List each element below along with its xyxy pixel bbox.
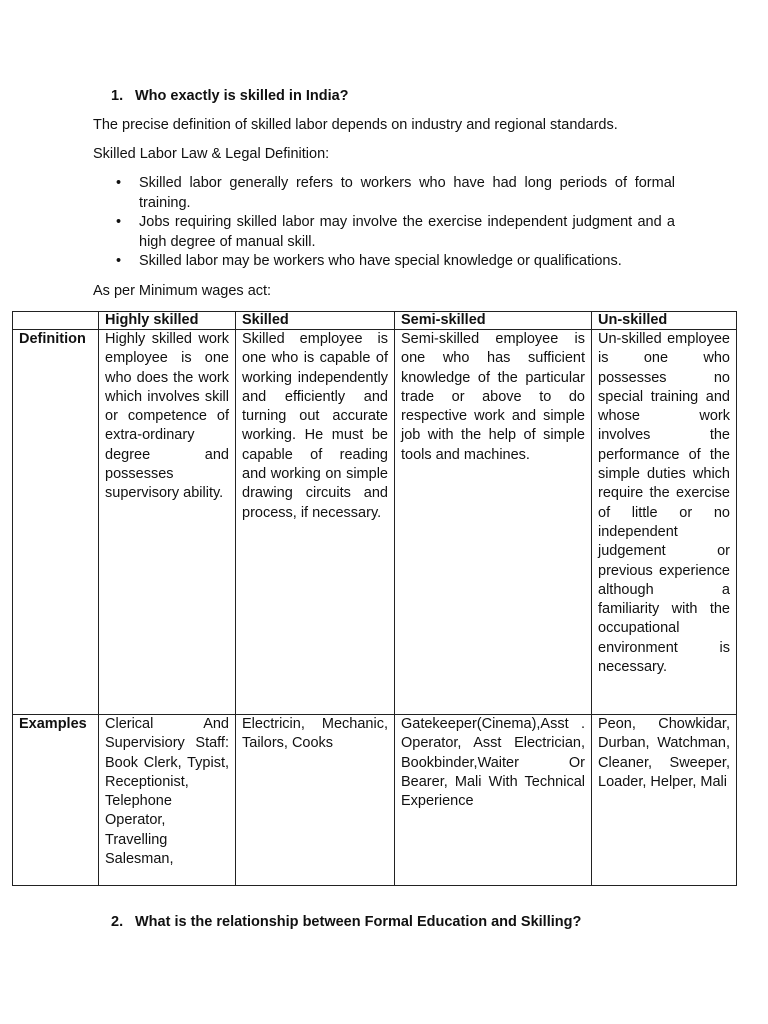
question-2-text: What is the relationship between Formal Education and Skilling? xyxy=(135,914,582,930)
intro-paragraph: The precise definition of skilled labor depends on industry and regional standards. xyxy=(93,117,618,133)
bullet-item xyxy=(116,213,675,252)
row-label-definition: Definition xyxy=(13,330,99,715)
row-label-examples: Examples xyxy=(13,715,99,886)
header-cell-skilled: Skilled xyxy=(236,312,395,330)
bullet-text: Skilled labor generally refers to workers who have had long periods of formal training. xyxy=(139,175,675,211)
minimum-wages-table xyxy=(12,311,737,886)
table-header-row xyxy=(13,312,737,330)
bullet-icon: • xyxy=(116,214,122,230)
bullet-icon: • xyxy=(116,175,122,191)
table-intro: As per Minimum wages act: xyxy=(93,283,272,299)
definition-bullet-list xyxy=(116,174,675,272)
question-2-number: 2. xyxy=(111,914,124,930)
question-2-heading xyxy=(111,914,581,930)
bullet-item xyxy=(116,174,675,213)
table-row-examples xyxy=(13,715,737,886)
definition-cell-un-skilled: Un-skilled employee is one who possesses no special training and whose work involves the performance of the simple duties which require the exercise of little or no independent judgement or previous experience although a familiarity with the occupational environment is necessary. xyxy=(592,330,737,715)
legal-definition-heading: Skilled Labor Law & Legal Definition: xyxy=(93,146,330,162)
examples-cell-skilled: Electricin, Mechanic, Tailors, Cooks xyxy=(236,715,395,886)
header-cell-un-skilled: Un-skilled xyxy=(592,312,737,330)
question-1-heading xyxy=(111,88,349,104)
bullet-text: Skilled labor may be workers who have special knowledge or qualifications. xyxy=(139,253,622,269)
bullet-item xyxy=(116,252,675,272)
examples-cell-un-skilled: Peon, Chowkidar, Durban, Watchman, Cleaner, Sweeper, Loader, Helper, Mali xyxy=(592,715,737,886)
definition-cell-highly-skilled: Highly skilled work employee is one who does the work which involves skill or competence of extra-ordinary degree and possesses supervisory ability. xyxy=(99,330,236,715)
examples-cell-highly-skilled: Clerical And Supervisiory Staff: Book Clerk, Typist, Receptionist, Telephone Operator, Travelling Salesman, xyxy=(99,715,236,886)
header-cell-empty xyxy=(13,312,99,330)
header-cell-semi-skilled: Semi-skilled xyxy=(395,312,592,330)
definition-cell-semi-skilled: Semi-skilled employee is one who has sufficient knowledge of the particular trade or above to do respective work and simple job with the help of simple tools and machines. xyxy=(395,330,592,715)
question-1-number: 1. xyxy=(111,88,124,104)
question-1-text: Who exactly is skilled in India? xyxy=(135,88,349,104)
bullet-text: Jobs requiring skilled labor may involve the exercise independent judgment and a high degree of manual skill. xyxy=(139,214,675,250)
table-row-definition xyxy=(13,330,737,715)
definition-cell-skilled: Skilled employee is one who is capable of working independently and efficiently and turning out accurate working. He must be capable of reading and working on simple drawing circuits and process, if necessary. xyxy=(236,330,395,715)
header-cell-highly-skilled: Highly skilled xyxy=(99,312,236,330)
bullet-icon: • xyxy=(116,253,122,269)
examples-cell-semi-skilled: Gatekeeper(Cinema),Asst . Operator, Asst Electrician, Bookbinder,Waiter Or Bearer, Mali With Technical Experience xyxy=(395,715,592,886)
